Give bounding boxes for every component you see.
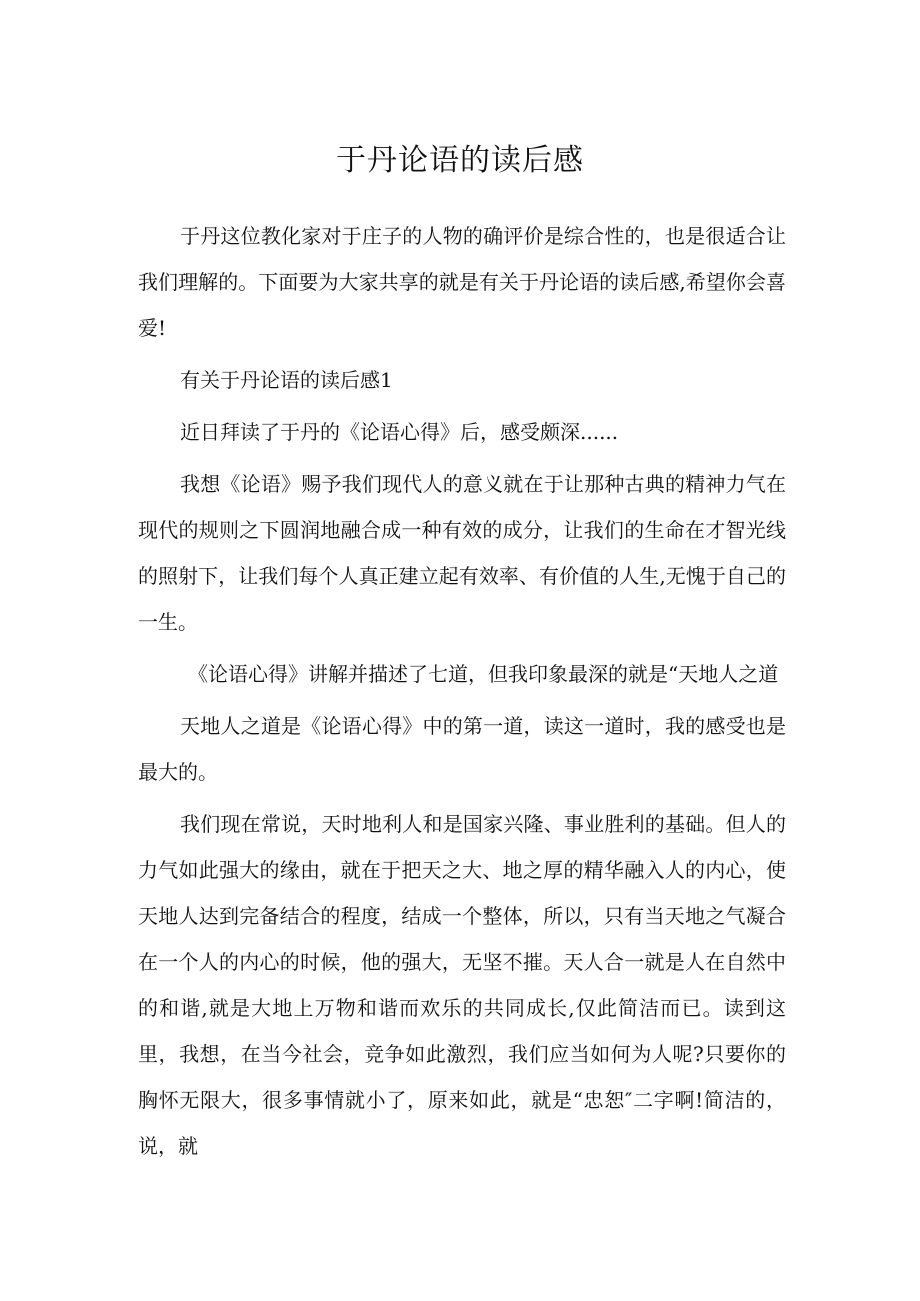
body-paragraph: 近日拜读了于丹的《论语心得》后，感受颇深......: [180, 420, 619, 444]
body-paragraph: 我想《论语》赐予我们现代人的意义就在于让那种古典的精神力气在现代的规则之下圆润地融合成一种有效的成分，让我们的生命在才智光线的照射下，让我们每个人真正建立起有效率、有价值的人生,无愧于自己的一生。: [138, 472, 786, 634]
body-paragraph: 《论语心得》讲解并描述了七道，但我印象最深的就是“天地人之道: [188, 662, 779, 686]
body-paragraph: 我们现在常说，天时地利人和是国家兴隆、事业胜利的基础。但人的力气如此强大的缘由，就在于把天之大、地之厚的精华融入人的内心，使天地人达到完备结合的程度，结成一个整体，所以，只有当天地之气凝合在一个人的内心的时候，他的强大，无坚不摧。天人合一就是人在自然中的和谐,就是大地上万物和谐而欢乐的共同成长,仅此简洁而已。读到这里，我想，在当今社会，竞争如此激烈，我们应当如何为人呢?只要你的胸怀无限大，很多事情就小了，原来如此，就是“忠恕″二字啊!简洁的，说，就: [138, 812, 786, 1158]
body-paragraph: 天地人之道是《论语心得》中的第一道，读这一道时，我的感受也是最大的。: [138, 714, 786, 784]
intro-paragraph: 于丹这位教化家对于庄子的人物的确评价是综合性的，也是很适合让我们理解的。下面要为大家共享的就是有关于丹论语的读后感,希望你会喜爱!: [138, 224, 786, 340]
document-title: 于丹论语的读后感: [336, 143, 584, 178]
document-body: [138, 213, 786, 1175]
section-heading: 有关于丹论语的读后感1: [180, 368, 393, 392]
